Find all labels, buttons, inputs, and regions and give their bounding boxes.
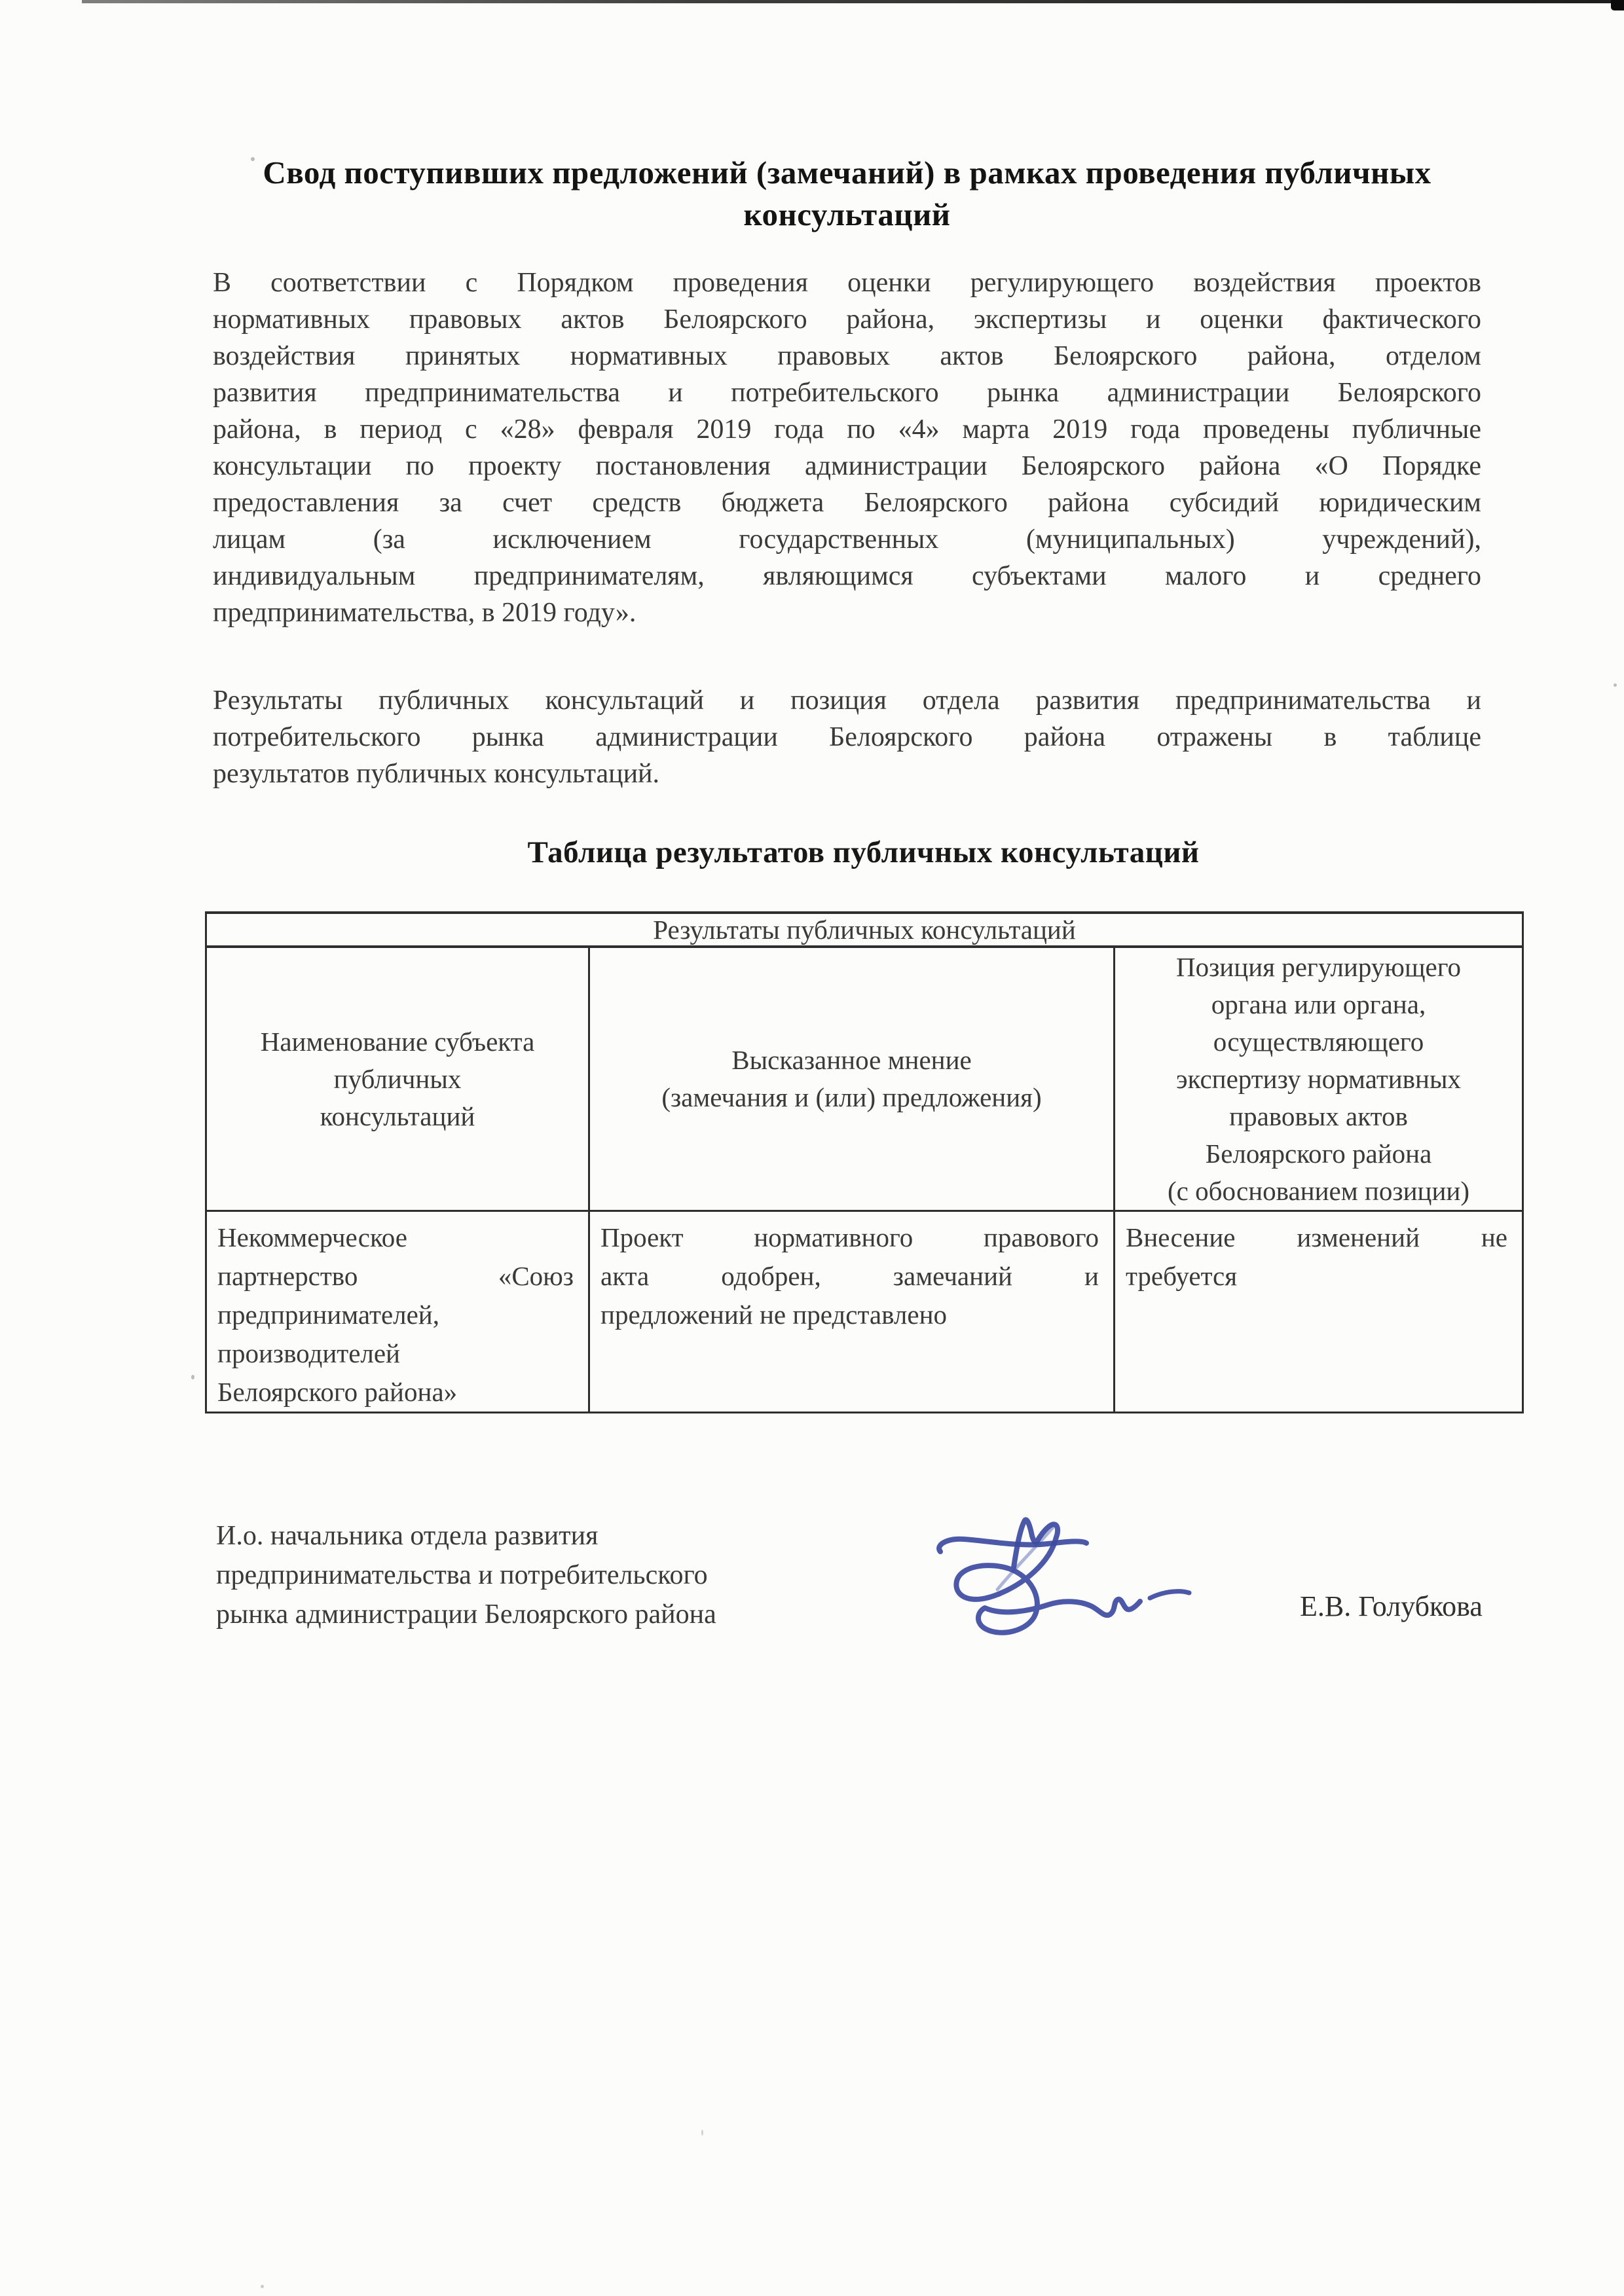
column-header-subject	[206, 947, 589, 1211]
paragraph-line: В соответствии с Порядком проведения оценки регулирующего воздействия проектов	[213, 268, 1481, 298]
cell-line: требуется	[1126, 1261, 1238, 1291]
column-header-line: осуществляющего	[1213, 1026, 1424, 1057]
column-header-line: органа или органа,	[1211, 989, 1426, 1019]
cell-line: Внесение изменений не	[1126, 1222, 1508, 1252]
paragraph-line: Результаты публичных консультаций и позиция отдела развития предпринимательства и	[213, 685, 1481, 716]
column-header-line: Наименование субъекта	[260, 1026, 535, 1057]
column-header-position	[1115, 947, 1523, 1211]
signatory-position-line: рынка администрации Белоярского района	[216, 1599, 716, 1630]
signature-ink	[904, 1493, 1231, 1663]
column-header-line: (с обоснованием позиции)	[1168, 1175, 1469, 1206]
column-header-line: экспертизу нормативных	[1175, 1063, 1462, 1094]
document-title-line: Свод поступивших предложений (замечаний) в рамках проведения публичных	[263, 155, 1431, 191]
cell-line: акта одобрен, замечаний и	[600, 1261, 1099, 1291]
cell-line: Белоярского района»	[217, 1377, 458, 1407]
paragraph-line: потребительского рынка администрации Белоярского района отражены в таблице	[213, 722, 1481, 752]
paragraph-line: нормативных правовых актов Белоярского района, экспертизы и оценки фактического	[213, 304, 1481, 335]
scan-speck	[1614, 683, 1617, 687]
paragraph-line: индивидуальным предпринимателям, являющимся субъектами малого и среднего	[213, 561, 1481, 591]
cell-line: Проект нормативного правового	[600, 1222, 1099, 1252]
signature-stroke	[1150, 1592, 1189, 1598]
document-title	[213, 152, 1481, 236]
paragraph-results-summary	[213, 682, 1481, 792]
column-header-opinion	[589, 947, 1115, 1211]
paragraph-line: воздействия принятых нормативных правовых актов Белоярского района, отделом	[213, 341, 1481, 371]
signatory-position-line: И.о. начальника отдела развития	[216, 1521, 599, 1551]
cell-line: предложений не представлено	[600, 1300, 948, 1330]
table-span-header: Результаты публичных консультаций	[206, 913, 1523, 947]
scan-artifact-top-edge	[82, 0, 1624, 3]
paragraph-line: района, в период с «28» февраля 2019 года по «4» марта 2019 года проведены публичные	[213, 414, 1481, 445]
scan-speck	[191, 1375, 194, 1379]
signatory-position	[216, 1516, 716, 1634]
results-table	[205, 911, 1524, 1413]
signatory-position-line: предпринимательства и потребительского	[216, 1560, 708, 1590]
cell-line: Некоммерческое	[217, 1222, 408, 1252]
document-title-line: консультаций	[743, 196, 951, 232]
column-header-line: правовых актов	[1229, 1101, 1408, 1131]
column-header-line: (замечания и (или) предложения)	[661, 1082, 1042, 1112]
paragraph-line: предоставления за счет средств бюджета Белоярского района субсидий юридическим	[213, 488, 1481, 518]
table-span-header-row	[206, 913, 1523, 947]
paragraph-line: предпринимательства, в 2019 году».	[213, 598, 637, 628]
cell-line: производителей	[217, 1338, 400, 1368]
column-header-line: Высказанное мнение	[731, 1045, 972, 1075]
signatory-name: Е.В. Голубкова	[1300, 1590, 1483, 1622]
table-header-row	[206, 947, 1523, 1211]
paragraph-line: развития предпринимательства и потребительского рынка администрации Белоярского	[213, 378, 1481, 408]
scan-speck	[261, 2285, 264, 2288]
paragraph-intro	[213, 264, 1481, 631]
scan-artifact-corner	[1611, 0, 1624, 10]
signature-stroke	[956, 1520, 1140, 1632]
column-header-line: Позиция регулирующего	[1176, 951, 1462, 982]
paragraph-line: консультации по проекту постановления администрации Белоярского района «О Порядке	[213, 451, 1481, 481]
column-header-line: публичных	[333, 1063, 462, 1094]
paragraph-line: результатов публичных консультаций.	[213, 759, 660, 789]
cell-line: партнерство «Союз	[217, 1261, 574, 1291]
cell-position	[1115, 1211, 1523, 1413]
scan-speck	[701, 2130, 703, 2136]
cell-line: предпринимателей,	[217, 1300, 439, 1330]
table-caption: Таблица результатов публичных консультаций	[527, 835, 1200, 869]
table-row	[206, 1211, 1523, 1413]
cell-opinion	[589, 1211, 1115, 1413]
paragraph-line: лицам (за исключением государственных (муниципальных) учреждений),	[213, 524, 1481, 555]
cell-subject	[206, 1211, 589, 1413]
column-header-line: Белоярского района	[1205, 1138, 1432, 1169]
column-header-line: консультаций	[320, 1101, 475, 1131]
signature-stroke	[939, 1539, 1086, 1552]
